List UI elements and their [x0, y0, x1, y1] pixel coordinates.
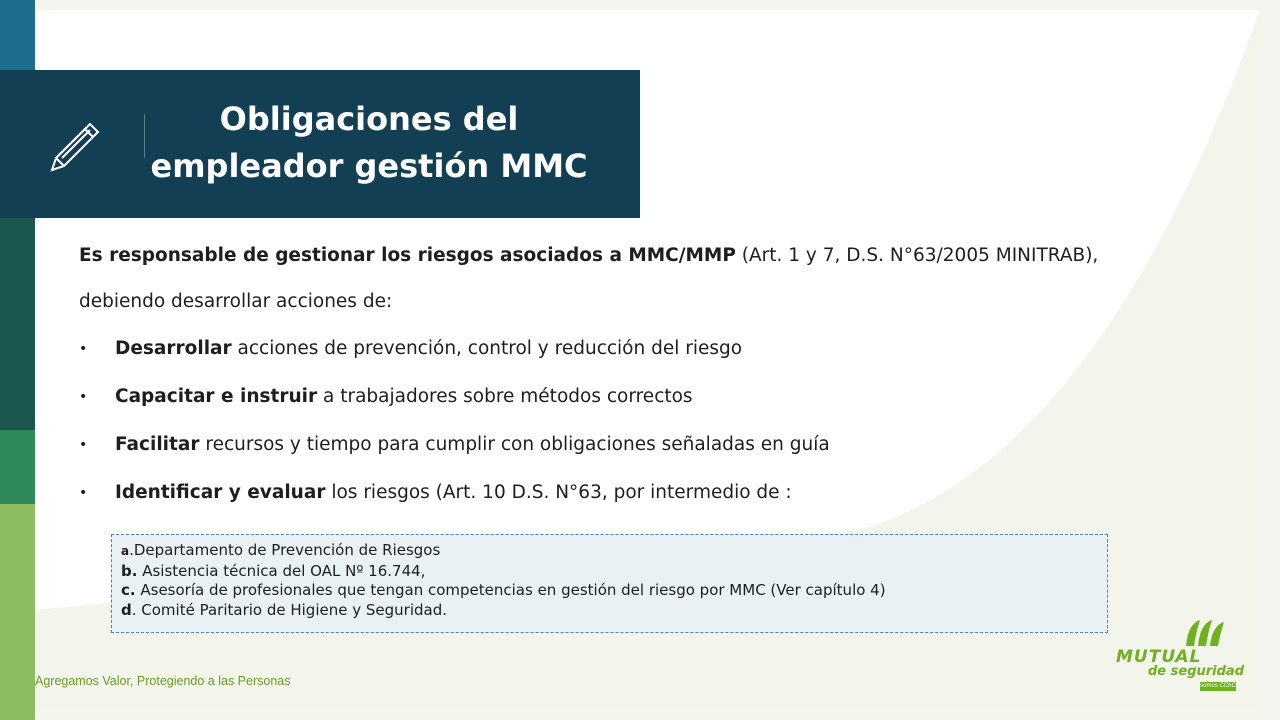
bullet-text: a trabajadores sobre métodos correctos — [317, 386, 693, 407]
bullet-bold: Identificar y evaluar — [115, 482, 326, 503]
bullet-bold: Capacitar e instruir — [115, 386, 318, 407]
sub-item-text: Asesoría de profesionales que tengan competencias en gestión del riesgo por MMC (Ver capítulo 4) — [135, 581, 886, 599]
bullet-item — [79, 373, 1259, 421]
sub-items-box — [111, 534, 1108, 633]
pencil-icon — [46, 118, 104, 176]
sub-item-marker: c. — [121, 581, 136, 599]
bullet-dot: • — [79, 389, 88, 405]
left-stripe-4 — [0, 430, 35, 504]
slide-content — [79, 233, 1259, 517]
left-stripe-5 — [0, 504, 35, 720]
left-stripe-3 — [0, 218, 35, 430]
bullet-dot: • — [79, 341, 88, 357]
sub-item-d — [121, 601, 1107, 621]
sub-item-c — [121, 581, 1107, 601]
logo-tag: somos CChC — [1200, 683, 1236, 689]
title-line-2: empleador gestión MMC — [150, 147, 588, 185]
intro-paragraph — [79, 233, 1259, 279]
footer-tagline: Agregamos Valor, Protegiendo a las Personas — [35, 674, 291, 688]
sub-item-marker: d — [121, 600, 132, 619]
sub-item-text: Asistencia técnica del OAL Nº 16.744, — [137, 561, 426, 580]
bullet-item — [79, 421, 1259, 469]
bullet-text: recursos y tiempo para cumplir con obligaciones señaladas en guía — [199, 434, 830, 455]
logo-name: MUTUAL — [1116, 647, 1202, 667]
bullet-dot: • — [79, 437, 88, 453]
bullet-bold: Desarrollar — [115, 338, 232, 359]
intro-line-2: debiendo desarrollar acciones de: — [79, 291, 393, 312]
sub-item-marker: b. — [121, 561, 138, 580]
intro-rest: (Art. 1 y 7, D.S. N°63/2005 MINITRAB), — [735, 245, 1099, 266]
bullet-text: los riesgos (Art. 10 D.S. N°63, por intermedio de : — [325, 482, 792, 503]
bullet-item — [79, 469, 1259, 517]
left-stripe-1 — [0, 0, 35, 70]
bullet-bold: Facilitar — [115, 434, 200, 455]
sub-item-text: . Comité Paritario de Higiene y Seguridad. — [131, 600, 447, 619]
title-line-1: Obligaciones del — [219, 100, 519, 138]
sub-item-text: .Departamento de Prevención de Riesgos — [129, 541, 441, 559]
bullet-text: acciones de prevención, control y reducción del riesgo — [231, 338, 743, 359]
page-title — [104, 96, 634, 190]
bullet-dot: • — [79, 485, 88, 501]
sub-item-a — [121, 541, 1107, 562]
bullet-item — [79, 325, 1259, 373]
logo-subtitle: de seguridad — [1147, 664, 1244, 679]
sub-item-marker: a — [121, 544, 130, 558]
sub-item-b — [121, 562, 1107, 582]
intro-bold: Es responsable de gestionar los riesgos asociados a MMC/MMP — [79, 245, 736, 266]
